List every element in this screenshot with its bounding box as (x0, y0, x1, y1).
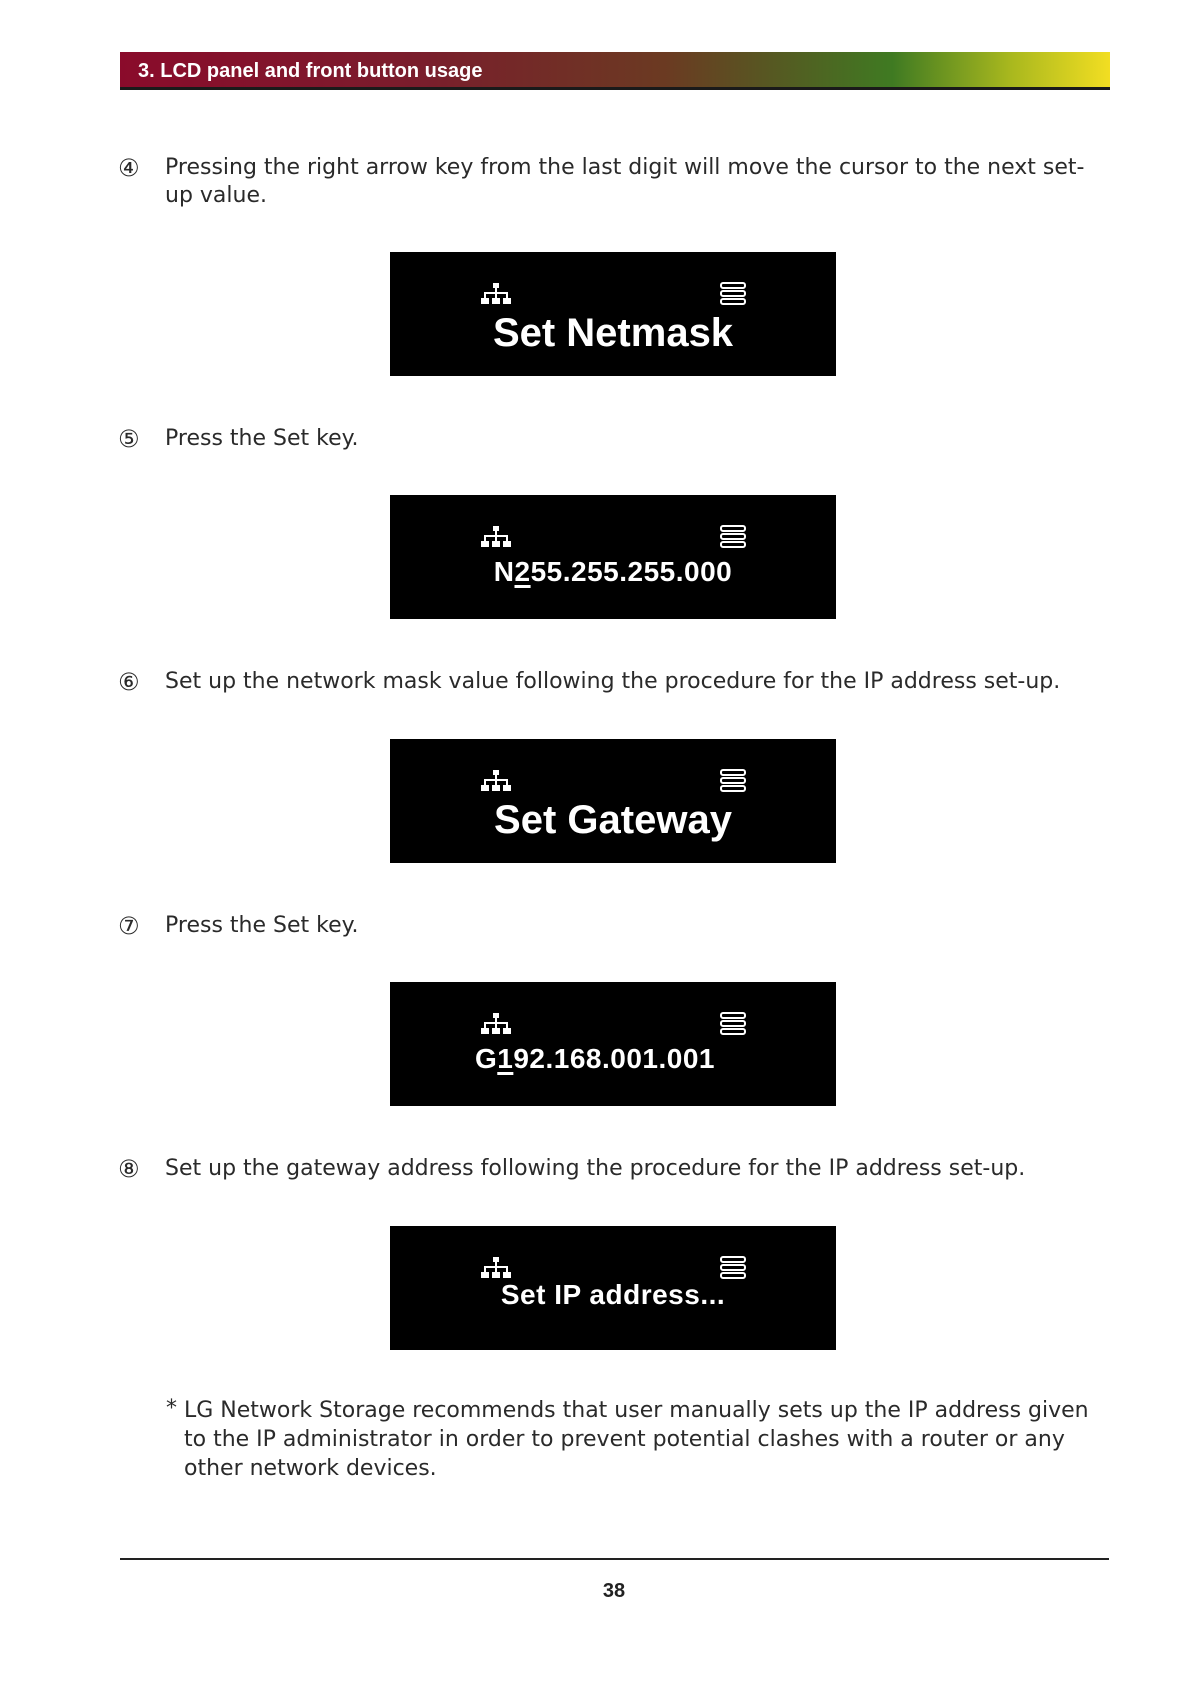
lcd-text: Set Gateway (494, 798, 732, 842)
lcd-cursor-digit: 1 (497, 1043, 514, 1074)
section-header-bar (120, 52, 1110, 90)
lcd-screen-netmask-value (390, 495, 836, 619)
lcd-value-prefix: G (475, 1043, 498, 1074)
lcd-cursor-digit: 2 (514, 556, 531, 587)
lcd-text: Set Netmask (492, 311, 734, 355)
storage-icon (718, 769, 748, 793)
lcd-screen-set-netmask (390, 252, 836, 376)
step-number: ⑦ (118, 912, 140, 940)
network-icon (480, 282, 512, 306)
step-number: ⑤ (118, 425, 140, 453)
lcd-value-rest: 92.168.001.001 (513, 1043, 715, 1074)
lcd-value-prefix: N (493, 556, 515, 587)
step-number: ④ (118, 154, 140, 182)
step-text: Press the Set key. (165, 913, 359, 938)
lcd-screen-set-ip-address (390, 1226, 836, 1350)
lcd-gateway-value (372, 1042, 818, 1076)
network-icon (480, 1012, 512, 1036)
network-icon (480, 525, 512, 549)
page-number: 38 (602, 1580, 626, 1602)
lcd-value-rest: 55.255.255.000 (530, 556, 733, 587)
section-title: 3. LCD panel and front button usage (138, 60, 483, 82)
step-number: ⑧ (118, 1155, 140, 1183)
lcd-screen-set-gateway (390, 739, 836, 863)
footer-divider (120, 1558, 1109, 1560)
step-text: Pressing the right arrow key from the last digit will move the cursor to the next set-up value. (165, 155, 1085, 208)
step-text: Set up the network mask value following the procedure for the IP address set-up. (165, 669, 1061, 694)
lcd-netmask-value (390, 555, 836, 589)
storage-icon (718, 1256, 748, 1280)
footnote-marker: * (166, 1396, 177, 1421)
storage-icon (718, 525, 748, 549)
step-text: Set up the gateway address following the procedure for the IP address set-up. (165, 1156, 1026, 1181)
lcd-text: Set IP address... (500, 1279, 726, 1310)
lcd-screen-gateway-value (390, 982, 836, 1106)
step-number: ⑥ (118, 668, 140, 696)
storage-icon (718, 282, 748, 306)
storage-icon (718, 1012, 748, 1036)
step-text: Press the Set key. (165, 426, 359, 451)
footnote-text: LG Network Storage recommends that user manually sets up the IP address given to the IP administrator in order to prevent potential clashes with a router or any other network devices. (184, 1398, 1089, 1481)
network-icon (480, 1256, 512, 1280)
network-icon (480, 769, 512, 793)
